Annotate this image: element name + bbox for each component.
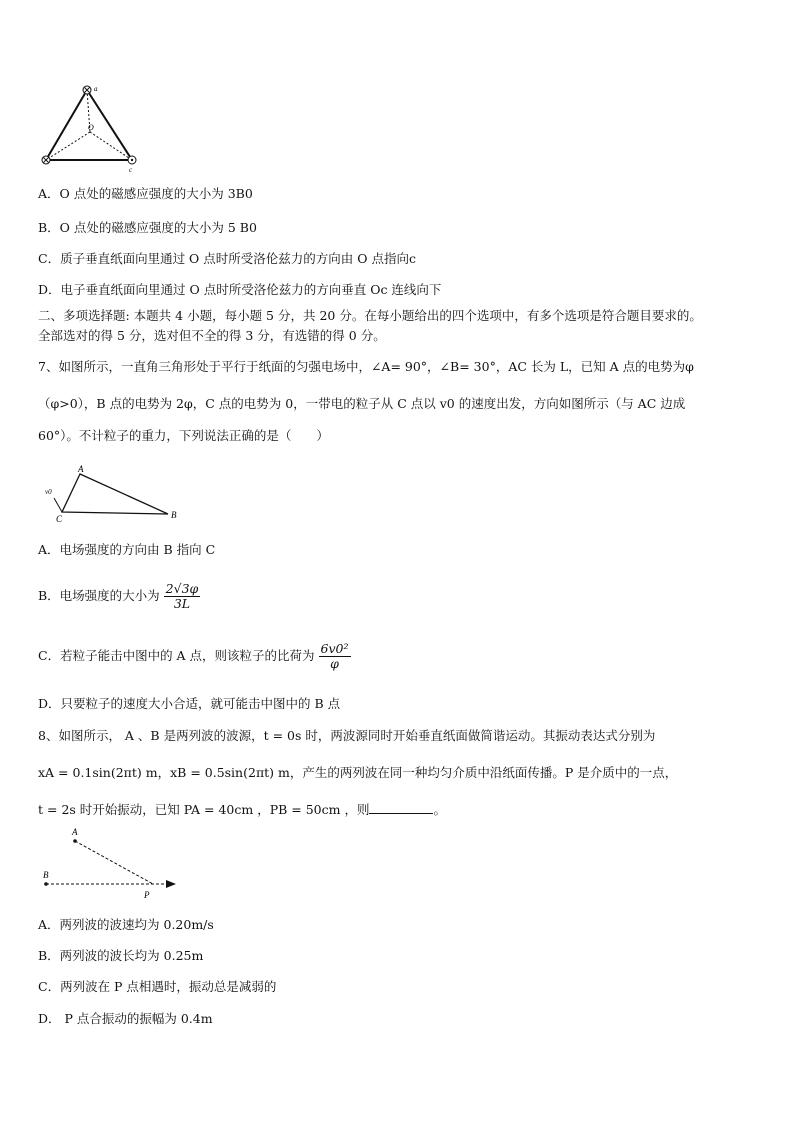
triangle-abc-outline (62, 474, 168, 514)
q8-option-c: C．两列波在 P 点相遇时，振动总是减弱的 (38, 979, 277, 994)
q8-stem-line2: xA = 0.1sin(2πt) m，xB = 0.5sin(2πt) m，产生的两列波在同一种均匀介质中沿纸面传播。P 是介质中的一点， (38, 765, 678, 780)
section2-heading-line2: 全部选对的得 5 分，选对但不全的得 3 分，有选错的得 0 分。 (38, 328, 386, 343)
q8-stem-line3-end: 。 (433, 802, 446, 817)
q7-option-c-prefix: C．若粒子能击中图中的 A 点，则该粒子的比荷为 (38, 648, 315, 663)
source-b-dot (44, 882, 48, 886)
velocity-vector (54, 498, 62, 512)
current-in-icon-b (42, 156, 50, 164)
q8-option-a: A．两列波的波速均为 0.20m/s (38, 917, 214, 932)
q7-option-b-denominator: 3L (173, 596, 191, 611)
arrow-head-icon (166, 880, 176, 888)
answer-blank (369, 803, 433, 814)
magnetic-triangle-figure (36, 82, 144, 174)
q8-option-d: D． P 点合振动的振幅为 0.4m (38, 1011, 213, 1026)
label-c: c (129, 166, 133, 174)
q6-option-b: B．O 点处的磁感应强度的大小为 5 B0 (38, 220, 257, 235)
q7-option-c (38, 642, 351, 671)
label-wave-B: B (43, 870, 49, 880)
q7-option-b (38, 582, 200, 611)
q7-option-c-denominator: φ (330, 656, 339, 671)
current-in-icon-a (83, 86, 91, 94)
q7-option-a: A．电场强度的方向由 B 指向 C (38, 542, 216, 557)
q6-option-a: A．O 点处的磁感应强度的大小为 3B0 (38, 186, 253, 201)
dashed-oc (90, 132, 132, 160)
label-a: a (94, 85, 98, 93)
current-out-icon-c (128, 156, 136, 164)
q7-stem-line1: 7、如图所示，一直角三角形处于平行于纸面的匀强电场中，∠A= 90°，∠B= 30°，AC 长为 L，已知 A 点的电势为φ (38, 359, 694, 374)
label-B: B (171, 510, 177, 520)
wave-sources-figure (38, 826, 188, 902)
q8-stem-line3 (38, 802, 446, 818)
section2-heading-line1: 二、多项选择题: 本题共 4 小题，每小题 5 分，共 20 分。在每小题给出的四个选项中，有多个选项是符合题目要求的。 (38, 308, 702, 323)
dashed-ob (46, 132, 90, 160)
label-A: A (78, 464, 84, 474)
q6-option-c: C．质子垂直纸面向里通过 O 点时所受洛伦兹力的方向由 O 点指向c (38, 251, 416, 266)
q6-option-d: D．电子垂直纸面向里通过 O 点时所受洛伦兹力的方向垂直 Oc 连线向下 (38, 282, 442, 297)
q7-stem-line2: （φ>0），B 点的电势为 2φ，C 点的电势为 0，一带电的粒子从 C 点以 v0 的速度出发，方向如图所示（与 AC 边成 (38, 396, 686, 411)
label-o: O (88, 123, 94, 132)
right-triangle-figure (40, 462, 190, 524)
q7-option-c-fraction (319, 642, 351, 671)
source-a-dot (73, 839, 77, 843)
q7-option-b-prefix: B．电场强度的大小为 (38, 588, 160, 603)
label-wave-A: A (72, 827, 78, 837)
label-C: C (56, 514, 63, 524)
label-v0: v0 (45, 488, 52, 496)
label-wave-P: P (144, 890, 150, 900)
q7-option-b-fraction (164, 582, 201, 611)
q7-option-d: D．只要粒子的速度大小合适，就可能击中图中的 B 点 (38, 696, 341, 711)
q7-stem-line3: 60°）。不计粒子的重力，下列说法正确的是（ ） (38, 428, 329, 443)
q7-option-b-numerator: 2√3φ (165, 581, 199, 596)
q8-stem-line1: 8、如图所示， A 、B 是两列波的波源，t = 0s 时，两波源同时开始垂直纸面做简谐运动。其振动表达式分别为 (38, 728, 656, 743)
q8-option-b: B．两列波的波长均为 0.25m (38, 948, 204, 963)
q7-option-c-numerator: 6v0² (320, 641, 349, 656)
dashed-ap (75, 841, 153, 884)
q8-stem-line3-text: t = 2s 时开始振动，已知 PA = 40cm ，PB = 50cm ，则 (38, 802, 370, 817)
